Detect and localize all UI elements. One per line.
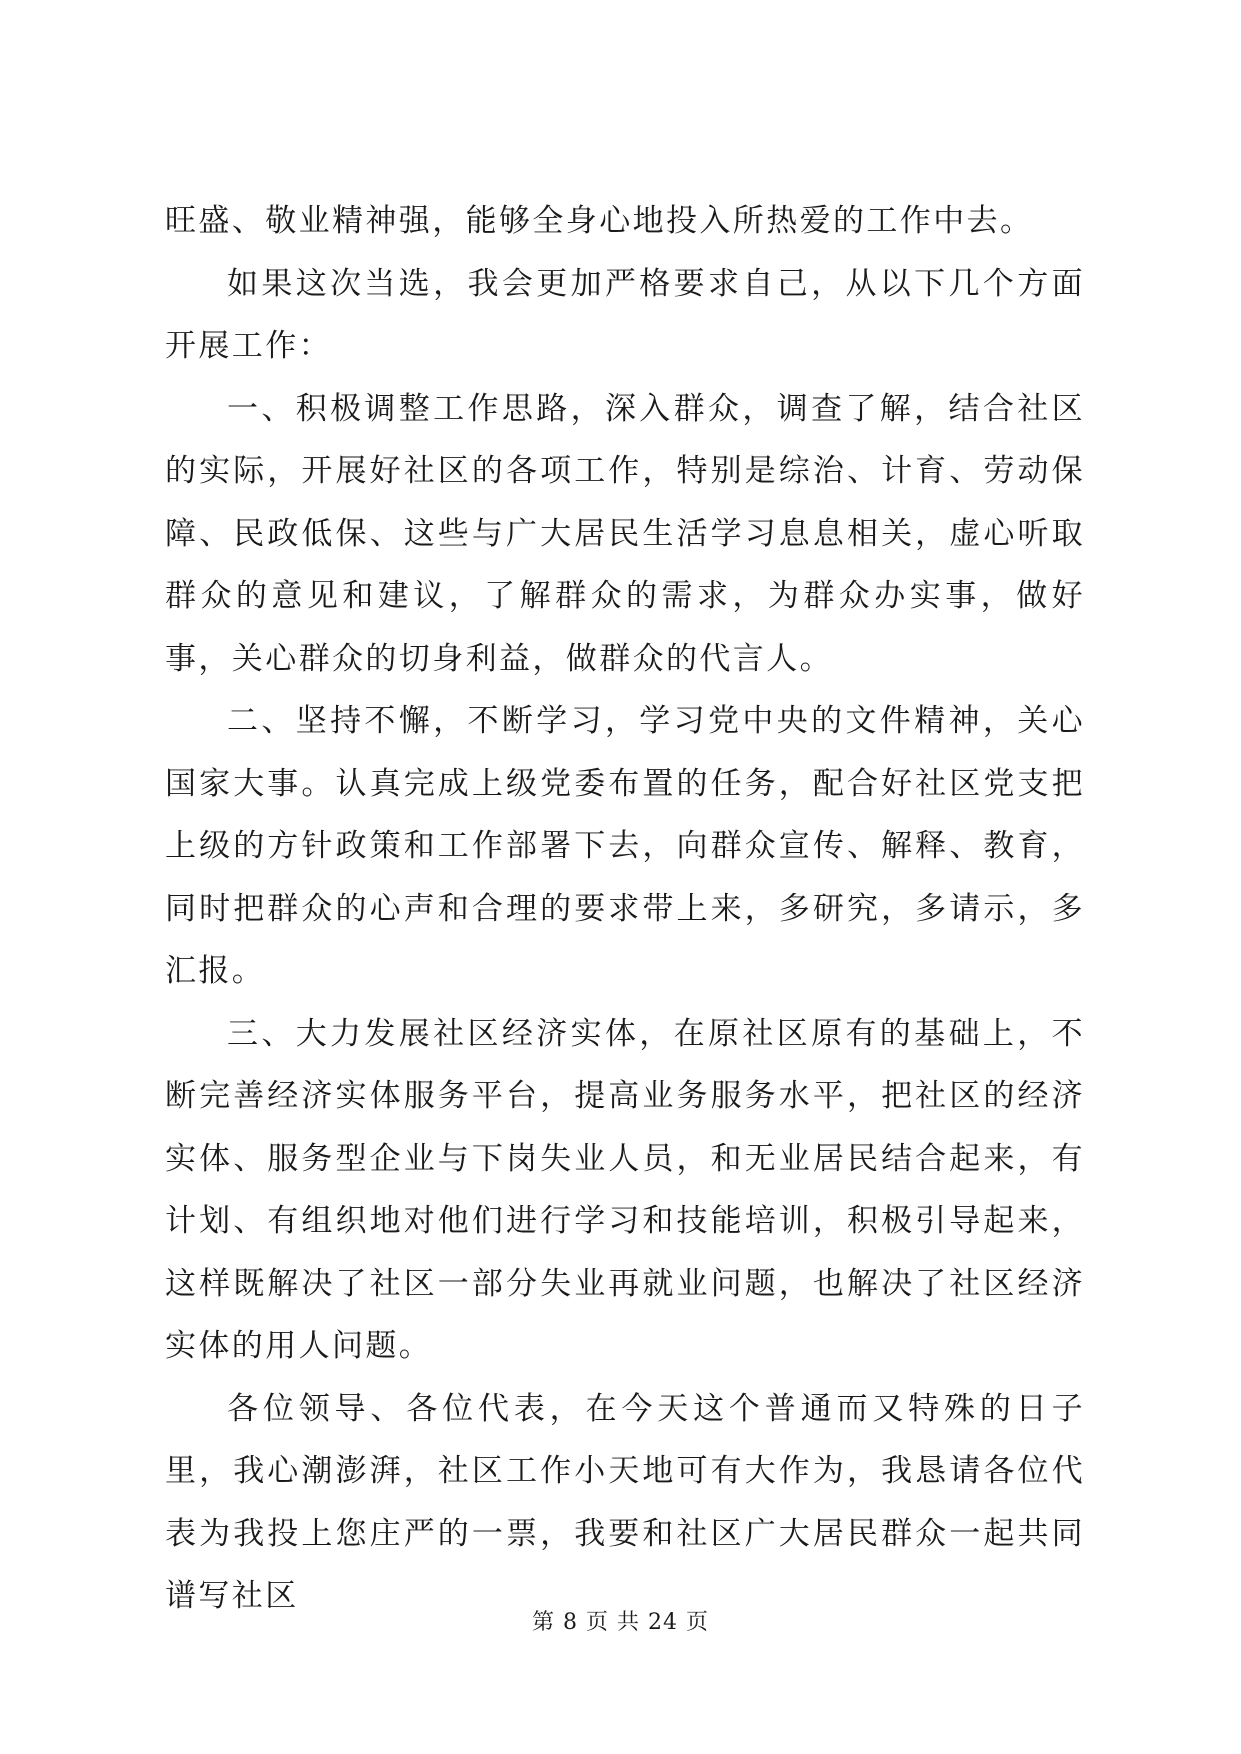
paragraph-continued: 旺盛、敬业精神强，能够全身心地投入所热爱的工作中去。 <box>165 203 1034 239</box>
paragraph-closing: 各位领导、各位代表，在今天这个普通而又特殊的日子里，我心潮澎湃，社区工作小天地可有大作为，我恳请各位代表为我投上您庄严的一票，我要和社区广大居民群众一起共同谱写社区 <box>165 1390 1085 1614</box>
paragraph-point-two: 二、坚持不懈，不断学习，学习党中央的文件精神，关心国家大事。认真完成上级党委布置的任务，配合好社区党支把上级的方针政策和工作部署下去，向群众宣传、解释、教育，同时把群众的心声和合理的要求带上来，多研究，多请示，多汇报。 <box>165 703 1085 989</box>
paragraph-point-three: 三、大力发展社区经济实体，在原社区原有的基础上，不断完善经济实体服务平台，提高业务服务水平，把社区的经济实体、服务型企业与下岗失业人员，和无业居民结合起来，有计划、有组织地对他们进行学习和技能培训，积极引导起来，这样既解决了社区一部分失业再就业问题，也解决了社区经济实体的用人问题。 <box>165 1015 1085 1364</box>
paragraph-intro: 如果这次当选，我会更加严格要求自己，从以下几个方面开展工作： <box>165 265 1085 364</box>
page-footer <box>0 1605 1241 1636</box>
document-body <box>165 190 1085 1628</box>
page-number-label: 第 8 页 共 24 页 <box>532 1610 709 1635</box>
paragraph-point-one: 一、积极调整工作思路，深入群众，调查了解，结合社区的实际，开展好社区的各项工作，特别是综治、计育、劳动保障、民政低保、这些与广大居民生活学习息息相关，虚心听取群众的意见和建议，了解群众的需求，为群众办实事，做好事，关心群众的切身利益，做群众的代言人。 <box>165 390 1085 677</box>
